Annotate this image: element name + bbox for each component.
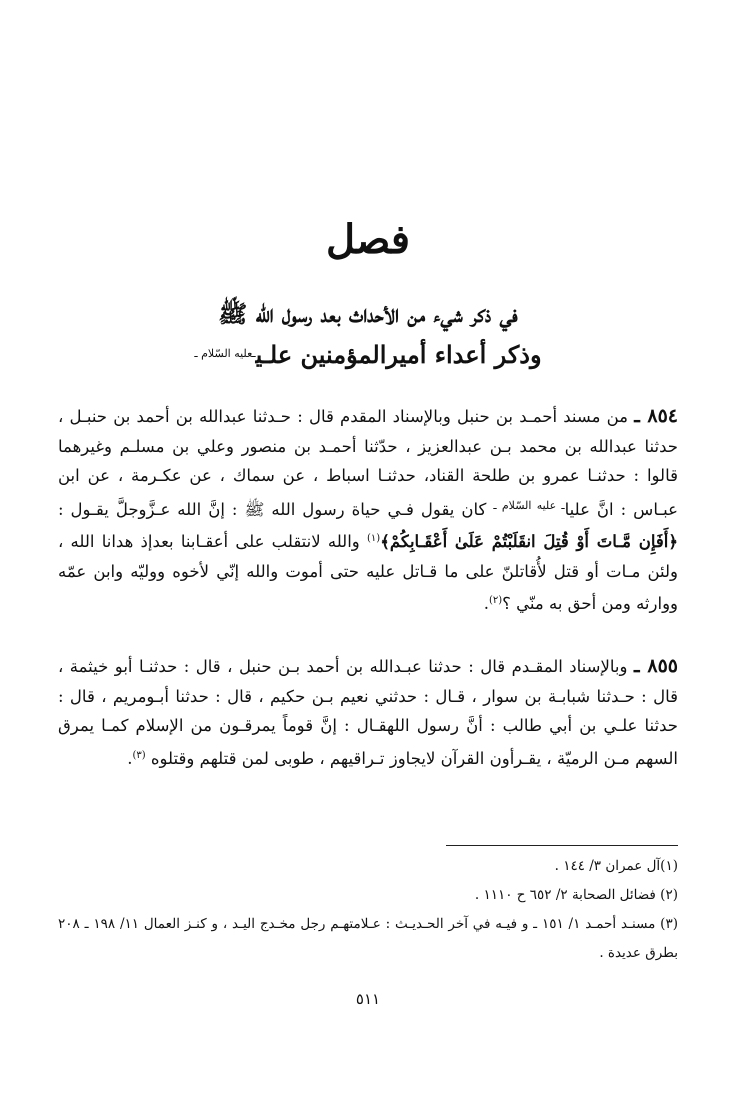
footnote-reference: (١) <box>367 533 381 544</box>
footnote-reference: (٢) <box>488 595 503 606</box>
hadith-text: وبالإسناد المقـدم قال : حدثنا عبـدالله بن أحمد بـن حنبل ، قال : حدثنـا أبو خيثمة ، قال : حـدثنا شبابـة بن سوار ، قـال : حدثني نعيم بـن حكيم ، قال : حدثنا أبـومريم ، قال : حدثنا علـي بن أبي طالب : أنَّ رسول اللهقـال : إنَّ قوماً يمرقـون من الإسلام كمـا يمرق السهم مـن الرميّة ، يقـرأون القرآن لايجاوز تـراقيهم ، طوبى لمن قتلهم وقتلوه <box>58 657 678 768</box>
section-heading-line-2-main: وذكر أعداء أميرالمؤمنين علـي <box>255 340 542 369</box>
section-heading-line-2 <box>148 334 588 375</box>
quran-verse: ﴿أَفَإِن مَّـاتَ أَوْ قُتِلَ انقَلَبْتُمْ عَلَىٰ أَعْقَـابِكُمْ﴾ <box>380 532 678 551</box>
footnote-2: (٢) فضائل الصحابة ٢/ ٦٥٢ ح ١١١٠ . <box>474 887 678 903</box>
hadith-text: من مسند أحمـد بن حنبل وبالإسناد المقدم قال : حـدثنا عبدالله بن أحمد بن حنبـل ، حدثنا عبدالله بن محمد بـن عبدالعزيز ، حدّثنا أحمـد بن منصور وعلي بن مسلـم وغيرهما قالوا : حدثنـا عمرو بن طلحة القناد، حدثنـا اسباط ، عن سماك ، عن عكـرمة ، عن ابن عبـاس : انَّ عليا <box>58 407 679 519</box>
hadith-text: كان يقول فـي حياة رسول الله ﷺ : إنَّ الله عـزَّوجلَّ يقـول : <box>58 499 487 519</box>
footnote-3: (٣) مسنـد أحمـد ١/ ١٥١ ـ و فيـه في آخر الحـديـث : عـلامتهـم رجل مخـدج اليـد ، و كنـز العمال ١١/ ١٩٨ ـ ٢٠٨ بطرق عديدة . <box>58 916 678 961</box>
section-heading-line-1: في ذكر شيء من الأحداث بعد رسول الله ﷺ <box>218 299 518 328</box>
honorific-phrase: ـعليه السّلام ـ <box>194 347 256 360</box>
page-number: ٥١١ <box>355 990 381 1008</box>
hadith-paragraph-855: ٨٥٥ ـ وبالإسناد المقـدم قال : حدثنا عبـدالله بن أحمد بـن حنبل ، قال : حدثنـا أبو خيثمة ، قال : حـدثنا شبابـة بن سوار ، قـال : حدثني نعيم بـن حكيم ، قال : حدثنا أبـومريم ، قال : حدثنا علـي بن أبي طالب : أنَّ رسول اللهقـال : إنَّ قوماً يمرقـون من الإسلام كمـا يمرق السهم مـن الرميّة ، يقـرأون القرآن لايجاوز تـراقيهم ، طوبى لمن قتلهم وقتلوه $^{(٣)}$. <box>58 655 679 768</box>
footnote-divider <box>446 845 678 846</box>
hadith-number: ٨٥٤ ـ <box>634 405 678 427</box>
chapter-title: فصل <box>325 216 411 263</box>
hadith-number: ٨٥٥ ـ <box>633 655 679 677</box>
hadith-text: والله لانتقلب على أعقـابنا بعدإذ هدانا الله ، ولئن مـات أو قتل لأُقاتلنّ على ما قـاتل عليه حتى أموت والله إنّي لأخوه ووليّه وابن عمّه ووارثه ومن أحق به منّي ؟ <box>58 532 678 613</box>
footnote-reference: (٣) <box>132 749 146 761</box>
footnotes <box>58 852 678 968</box>
honorific-phrase: ـ عليه السّلام ـ <box>493 498 565 512</box>
hadith-paragraph-854: ٨٥٤ ـ من مسند أحمـد بن حنبل وبالإسناد المقدم قال : حـدثنا عبدالله بن أحمد بن حنبـل ، حدثنا عبدالله بن محمد بـن عبدالعزيز ، حدّثنا أحمـد بن منصور وعلي بن مسلـم وغيرهما قالوا : حدثنـا عمرو بن طلحة القناد، حدثنـا اسباط ، عن سماك ، عن عكـرمة ، عن ابن عبـاس : انَّ عليا$^{ـ عليه السّلام ـ}$ كان يقول فـي حياة رسول الله ﷺ : إنَّ الله عـزَّوجلَّ يقـول : ﴿أَفَإِن مَّـاتَ أَوْ قُتِلَ انقَلَبْتُمْ عَلَىٰ أَعْقَـابِكُمْ﴾$^{(١)}$ والله لانتقلب على أعقـابنا بعدإذ هدانا الله ، ولئن مـات أو قتل لأُقاتلنّ على ما قـاتل عليه حتى أموت والله إنّي لأخوه ووليّه وابن عمّه ووارثه ومن أحق به منّي ؟$^{(٢)}$. <box>58 405 679 613</box>
footnote-1: (١)آل عمران ٣/ ١٤٤ . <box>554 858 678 874</box>
